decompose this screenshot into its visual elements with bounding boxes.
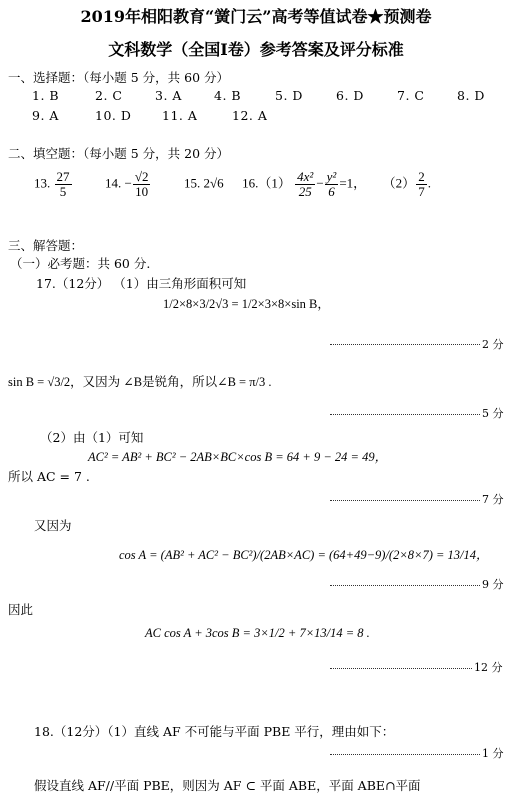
score-7: 7 分 [482,493,504,506]
q16-part2-fraction: $\frac{2}{7}$ [418,169,425,199]
required-heading: （一）必考题：共 60 分. [10,256,151,271]
score-12: 12 分 [474,661,503,674]
q15-label: 15. [183,175,201,191]
answer-11: 11. A [162,108,198,123]
solve-heading: 三、解答题： [8,238,84,253]
q14-fraction: $\frac{√2}{10}$ [134,169,149,199]
answer-6: 6. D [336,88,364,103]
q17-equation-area: 1/2×8×3/2√3 = 1/2×3×8×sin B， [163,297,330,311]
q17-cosA: cos A = (AB² + AC² − BC²)/(2AB×AC) = (64+49−9)/(2×8×7) = 13/14， [119,548,489,562]
answer-1: 1. B [32,88,60,103]
q18-intro: 18.（12分）（1）直线 AF 不可能与平面 PBE 平行，理由如下： [34,724,395,739]
q16-part2-label: （2） [382,175,416,191]
dotted-leader [330,414,480,415]
answer-10: 10. D [95,108,132,123]
q17-sinB: sin B = √3/2，又因为 ∠B是锐角，所以∠B = π/3 . [8,375,272,389]
q17-intro: 17.（12分） （1）由三角形面积可知 [36,276,247,291]
page-subtitle: 文科数学（全国Ⅰ卷）参考答案及评分标准 [108,40,404,59]
score-1: 1 分 [482,747,504,760]
score-5: 5 分 [482,407,504,420]
answer-3: 3. A [155,88,182,103]
answer-9: 9. A [32,108,59,123]
answer-12: 12. A [232,108,268,123]
q16-fraction-x: $\frac{\text{4x²}}{25}$ [297,169,314,199]
q17-ac-result: 所以 AC = 7 . [8,469,90,484]
choice-heading: 一、选择题：（每小题 5 分，共 60 分） [8,70,230,85]
answer-4: 4. B [214,88,242,103]
q14-label: 14. [105,175,122,191]
dotted-leader [330,585,480,586]
answer-5: 5. D [275,88,303,103]
fill-heading: 二、填空题：（每小题 5 分，共 20 分） [8,146,230,161]
q17-also: 又因为 [34,518,72,533]
q16-fraction-y: $\frac{\text{y²}}{6}$ [326,169,337,199]
page-title: 2019年相阳教育“黉门云”高考等值试卷★预测卷 [80,7,432,26]
dotted-leader [330,500,480,501]
dotted-leader [330,754,480,755]
score-2: 2 分 [482,338,504,351]
dotted-leader [330,344,480,345]
score-9: 9 分 [482,578,504,591]
q18-assumption: 假设直线 AF//平面 PBE，则因为 AF ⊂ 平面 ABE，平面 ABE∩平面 [34,778,421,793]
q17-part2: （2）由（1）可知 [40,430,144,445]
answer-7: 7. C [397,88,425,103]
q16-tail: =1， [339,175,367,191]
q15-value: 2√6 [203,175,224,191]
q17-law-of-cosines: AC² = AB² + BC² − 2AB×BC×cos B = 64 + 9 − 24 = 49， [88,450,388,464]
answer-8: 8. D [457,88,485,103]
q16-label: 16.（1） [242,175,291,191]
q17-hence: 因此 [8,602,34,617]
dotted-leader [330,668,472,669]
answer-2: 2. C [95,88,123,103]
q17-final: AC cos A + 3cos B = 3×1/2 + 7×13/14 = 8 . [145,626,370,640]
q13-label: 13. [34,175,51,191]
q13-fraction: $\frac{27}{5}$ [56,169,70,199]
fill-answers: 13. $\frac{27}{5}$ 14. − $\frac{√2}{10}$ 15. 2√6 16.（1） $\frac{\text{4x²}}{25}$ − $\frac{\text{y²}}{6}$ =1， （2） $\frac{2}{7}$ . [34,169,431,199]
